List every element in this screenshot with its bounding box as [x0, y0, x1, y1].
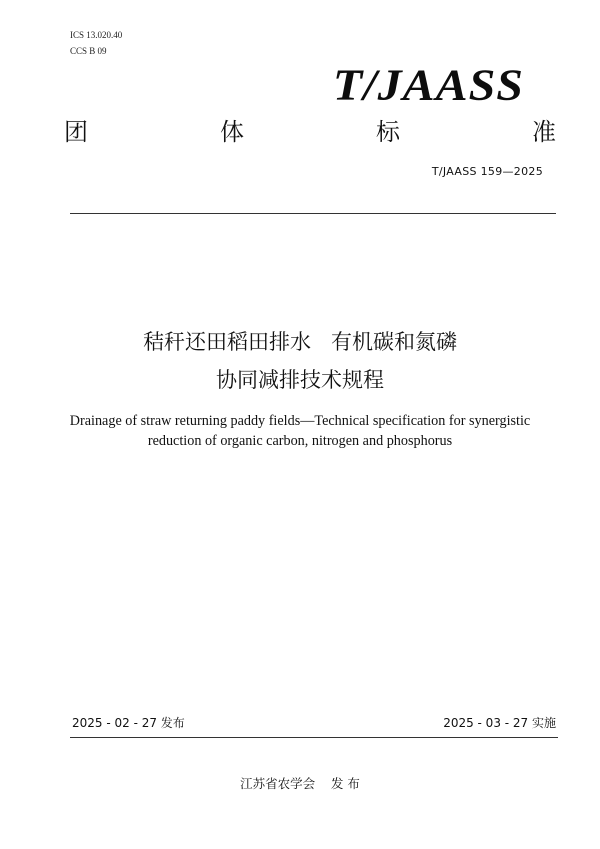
bottom-divider — [70, 737, 558, 738]
publisher: 江苏省农学会 发 布 — [240, 776, 360, 791]
chinese-title-line-2: 协同减排技术规程 — [216, 368, 384, 392]
standard-type-char: 标 — [376, 118, 400, 146]
standard-type-char: 准 — [532, 118, 556, 146]
chinese-title-line-1: 秸秆还田稻田排水 有机碳和氮磷 — [142, 330, 458, 354]
standard-type-char: 体 — [220, 118, 244, 146]
ccs-code: CCS B 09 — [70, 46, 107, 56]
standard-type-char: 团 — [64, 118, 88, 146]
standard-type-heading — [64, 118, 556, 146]
ics-code: ICS 13.020.40 — [70, 30, 123, 40]
issue-date: 2025 - 02 - 27 发布 — [72, 716, 185, 730]
top-divider — [70, 213, 556, 214]
standard-number: T/JAASS 159—2025 — [431, 165, 543, 178]
english-title-line-2: reduction of organic carbon, nitrogen and phosphorus — [147, 433, 453, 449]
english-title-line-1: Drainage of straw returning paddy fields—Technical specification for synergistic — [69, 413, 531, 429]
implementation-date: 2025 - 03 - 27 实施 — [443, 716, 556, 730]
english-title — [40, 411, 560, 451]
association-logo: T/JAASS — [332, 60, 524, 110]
